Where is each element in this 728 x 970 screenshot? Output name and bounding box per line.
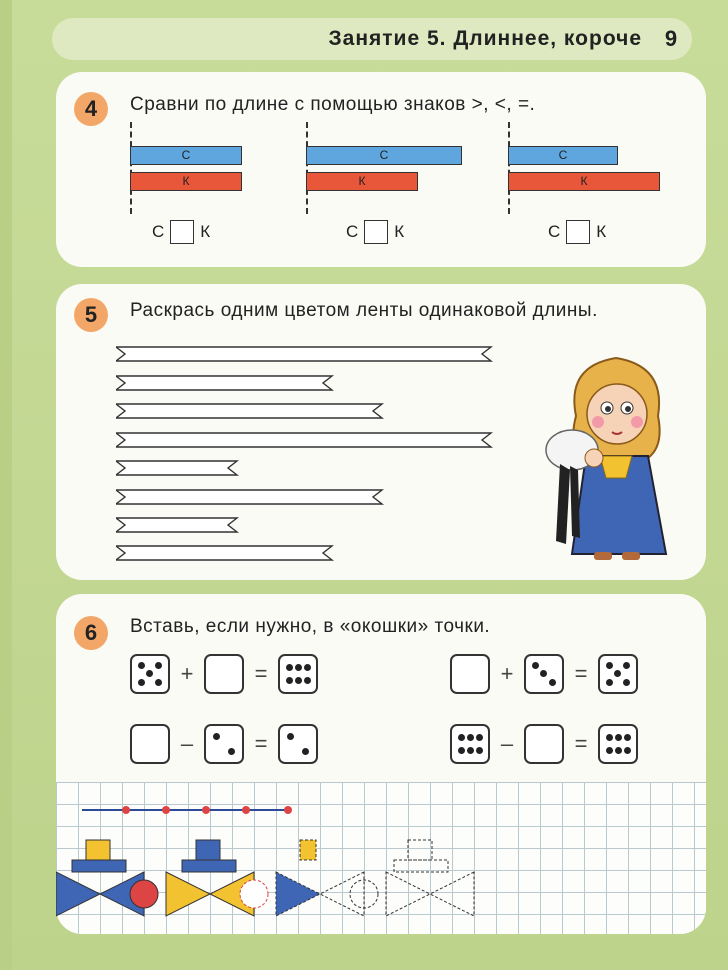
bar-k-2: К [306, 172, 418, 191]
die-two [278, 724, 318, 764]
compare-right-label: К [394, 222, 405, 241]
answer-box[interactable] [364, 220, 388, 244]
equation-4 [450, 724, 638, 764]
task-6-number: 6 [74, 616, 108, 650]
ribbon-4[interactable] [116, 432, 496, 448]
empty-window[interactable] [450, 654, 490, 694]
equation-1 [130, 654, 318, 694]
equals-sign: = [254, 731, 268, 756]
task-6-text: Вставь, если нужно, в «окошки» точки. [130, 616, 491, 637]
compare-2 [346, 220, 404, 244]
plus-sign: + [500, 661, 514, 686]
die-five [130, 654, 170, 694]
bar-c-2: С [306, 146, 462, 165]
die-two [204, 724, 244, 764]
die-six [598, 724, 638, 764]
compare-left-label: С [548, 222, 561, 241]
die-six [450, 724, 490, 764]
answer-box[interactable] [170, 220, 194, 244]
bar-k-1: К [130, 172, 242, 191]
equals-sign: = [574, 661, 588, 686]
start-line [130, 122, 132, 214]
plus-sign: + [180, 661, 194, 686]
ribbon-8[interactable] [116, 545, 336, 561]
die-three [524, 654, 564, 694]
minus-sign: – [180, 731, 194, 756]
equals-sign: = [574, 731, 588, 756]
task-5-number: 5 [74, 298, 108, 332]
page-number: 9 [664, 26, 678, 51]
workbook-page [12, 0, 728, 970]
ribbon-5[interactable] [116, 460, 241, 476]
graph-paper-pattern[interactable] [56, 782, 706, 934]
empty-window[interactable] [130, 724, 170, 764]
die-five [598, 654, 638, 694]
ribbon-6[interactable] [116, 489, 386, 505]
empty-window[interactable] [204, 654, 244, 694]
bar-c-1: С [130, 146, 242, 165]
task-4-text: Сравни по длине с помощью знаков >, <, =. [130, 94, 536, 115]
ribbon-2[interactable] [116, 375, 336, 391]
start-line [306, 122, 308, 214]
equation-3 [130, 724, 318, 764]
task-5-text: Раскрась одним цветом ленты одинаковой длины. [130, 300, 598, 321]
task-4-card [56, 72, 706, 267]
equals-sign: = [254, 661, 268, 686]
compare-left-label: С [152, 222, 165, 241]
compare-left-label: С [346, 222, 359, 241]
lesson-header [52, 18, 692, 60]
compare-3 [548, 220, 606, 244]
answer-box[interactable] [566, 220, 590, 244]
task-6-card [56, 594, 706, 934]
compare-right-label: К [596, 222, 607, 241]
start-line [508, 122, 510, 214]
girl-illustration [536, 346, 696, 573]
task-5-card [56, 284, 706, 580]
ribbon-3[interactable] [116, 403, 386, 419]
equation-2 [450, 654, 638, 694]
compare-right-label: К [200, 222, 211, 241]
ribbon-7[interactable] [116, 517, 241, 533]
task-4-number: 4 [74, 92, 108, 126]
compare-1 [152, 220, 210, 244]
lesson-title: Занятие 5. Длиннее, короче [328, 27, 642, 50]
bar-c-3: С [508, 146, 618, 165]
minus-sign: – [500, 731, 514, 756]
ribbon-1[interactable] [116, 346, 496, 362]
empty-window[interactable] [524, 724, 564, 764]
bar-k-3: К [508, 172, 660, 191]
die-six [278, 654, 318, 694]
